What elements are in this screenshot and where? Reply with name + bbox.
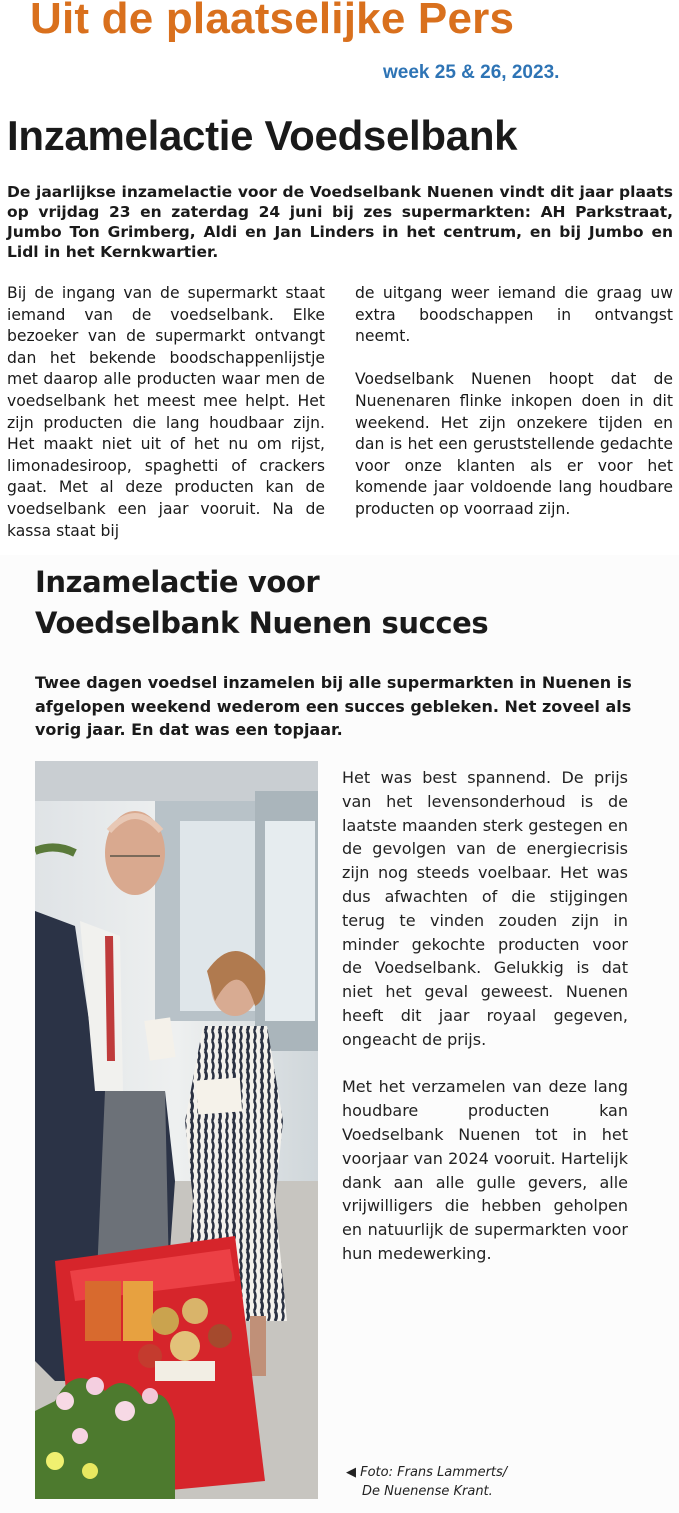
article2-body (342, 766, 628, 1290)
article1-column-1 (7, 283, 325, 542)
article2-lead: Twee dagen voedsel inzamelen bij alle supermarkten in Nuenen is afgelopen weekend wederom een succes gebleken. Net zoveel als vorig jaar. En dat was een topjaar. (35, 673, 632, 739)
article1-col1-text: Bij de ingang van de supermarkt staat iemand van de voedselbank. Elke bezoeker van de supermarkt ontvangt dan het bekende boodschappenlijstje met daarop alle producten waar men de voedselbank het meest mee helpt. Het zijn producten die lang houdbaar zijn. Het maakt niet uit of het nu om rijst, limonadesiroop, spaghetti of crackers gaat. Met al deze producten kan de voedselbank een jaar vooruit. Na de kassa staat bij (7, 284, 325, 540)
article2-paragraph-1: Het was best spannend. De prijs van het levensonderhoud is de laatste maanden sterk gestegen en de gevolgen van de energiecrisis zijn nog steeds voelbaar. Het was dus afwachten of die stijgingen terug te vinden zouden zijn in minder gekochte producten voor de Voedselbank. Gelukkig is dat niet het geval geweest. Nuenen heeft dit jaar royaal gegeven, ongeacht de prijs. (342, 768, 628, 1049)
article2-title-line-1: Inzamelactie voor (35, 565, 320, 599)
photo-caption-line-2: De Nuenense Krant. (362, 1484, 493, 1499)
photo-caption (346, 1463, 507, 1501)
article1-column-2 (355, 283, 673, 542)
article2-title-line-2: Voedselbank Nuenen succes (35, 606, 489, 640)
article1-col2-paragraph-1: de uitgang weer iemand die graag uw extra boodschappen in ontvangst neemt. (355, 284, 673, 346)
article2-paragraph-2: Met het verzamelen van deze lang houdbare producten kan Voedselbank Nuenen tot in het voorjaar van 2024 vooruit. Hartelijk dank aan alle gulle gevers, alle vrijwilligers die hebben geholpen en natuurlijk de supermarkten voor hun medewerking. (342, 1077, 628, 1263)
page-header-title: Uit de plaatselijke Pers (30, 0, 515, 43)
article1-lead: De jaarlijkse inzamelactie voor de Voedselbank Nuenen vindt dit jaar plaats op vrijdag 23 en zaterdag 24 juni bij zes supermarkten: AH Parkstraat, Jumbo Ton Grimberg, Aldi en Jan Linders in het centrum, en bij Jumbo en Lidl in het Kernkwartier. (7, 183, 673, 261)
article1-title: Inzamelactie Voedselbank (7, 112, 518, 159)
article2-title (35, 562, 488, 644)
article1-col2-paragraph-2: Voedselbank Nuenen hoopt dat de Nuenenaren flinke inkopen doen in dit weekend. Het zijn onzekere tijden en dan is het een geruststellende gedachte voor onze klanten als er voor het komende jaar voldoende lang houdbare producten op voorraad zijn. (355, 370, 673, 518)
volunteers-photo (35, 761, 318, 1499)
issue-week: week 25 & 26, 2023. (383, 62, 560, 83)
photo-caption-line-1: ◀ Foto: Frans Lammerts/ (346, 1465, 508, 1480)
